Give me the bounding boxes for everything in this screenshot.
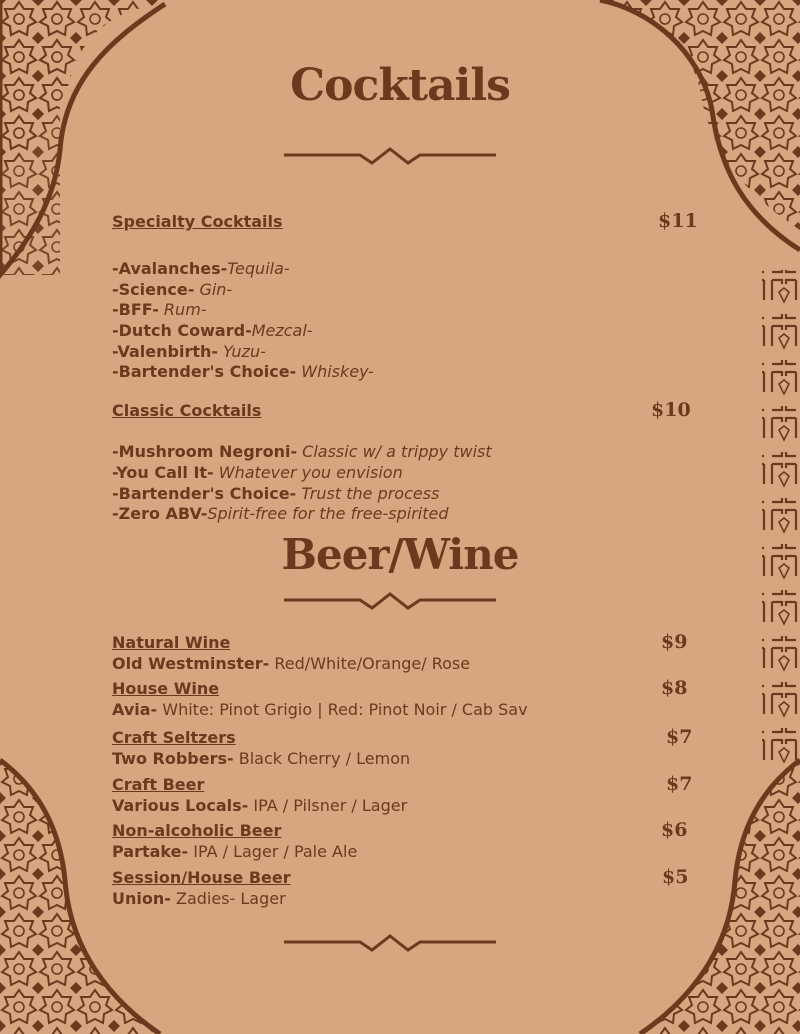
ornamental-divider (282, 588, 498, 612)
cocktail-item: -Mushroom Negroni- Classic w/ a trippy twist (112, 442, 492, 461)
craft-beer-price: $7 (666, 773, 693, 795)
cocktail-item: -BFF- Rum- (112, 300, 207, 319)
beer-wine-title: Beer/Wine (281, 530, 519, 579)
non-alcoholic-beer-heading: Non-alcoholic Beer (112, 821, 282, 840)
house-wine-heading: House Wine (112, 679, 220, 698)
natural-wine-heading: Natural Wine (112, 633, 231, 652)
ornamental-divider (282, 143, 498, 167)
cocktail-item: -You Call It- Whatever you envision (112, 463, 403, 482)
session-house-beer-heading: Session/House Beer (112, 868, 291, 887)
craft-seltzers-heading: Craft Seltzers (112, 728, 236, 747)
session-house-beer-desc: Union- Zadies- Lager (112, 889, 286, 908)
cocktail-item: -Zero ABV-Spirit-free for the free-spirited (112, 504, 449, 523)
classic-cocktails-heading: Classic Cocktails (112, 401, 262, 420)
craft-beer-heading: Craft Beer (112, 775, 205, 794)
craft-seltzers-price: $7 (666, 726, 693, 748)
cocktails-title: Cocktails (290, 60, 510, 111)
craft-beer-desc: Various Locals- IPA / Pilsner / Lager (112, 796, 408, 815)
non-alcoholic-beer-desc: Partake- IPA / Lager / Pale Ale (112, 842, 358, 861)
cocktail-item: -Bartender's Choice- Whiskey- (112, 362, 374, 381)
specialty-cocktails-heading: Specialty Cocktails (112, 212, 283, 231)
non-alcoholic-beer-price: $6 (661, 819, 688, 841)
natural-wine-price: $9 (661, 631, 688, 653)
house-wine-price: $8 (661, 677, 688, 699)
cocktail-item: -Dutch Coward-Mezcal- (112, 321, 313, 340)
specialty-cocktails-price: $11 (658, 210, 698, 232)
craft-seltzers-desc: Two Robbers- Black Cherry / Lemon (112, 749, 411, 768)
house-wine-desc: Avia- White: Pinot Grigio | Red: Pinot Noir / Cab Sav (112, 700, 528, 719)
cocktail-item: -Valenbirth- Yuzu- (112, 342, 266, 361)
session-house-beer-price: $5 (662, 866, 689, 888)
cocktail-item: -Science- Gin- (112, 280, 233, 299)
natural-wine-desc: Old Westminster- Red/White/Orange/ Rose (112, 654, 471, 673)
cocktail-item: -Avalanches-Tequila- (112, 259, 290, 278)
classic-cocktails-price: $10 (651, 399, 691, 421)
ornamental-divider (282, 930, 498, 954)
cocktail-item: -Bartender's Choice- Trust the process (112, 484, 440, 503)
